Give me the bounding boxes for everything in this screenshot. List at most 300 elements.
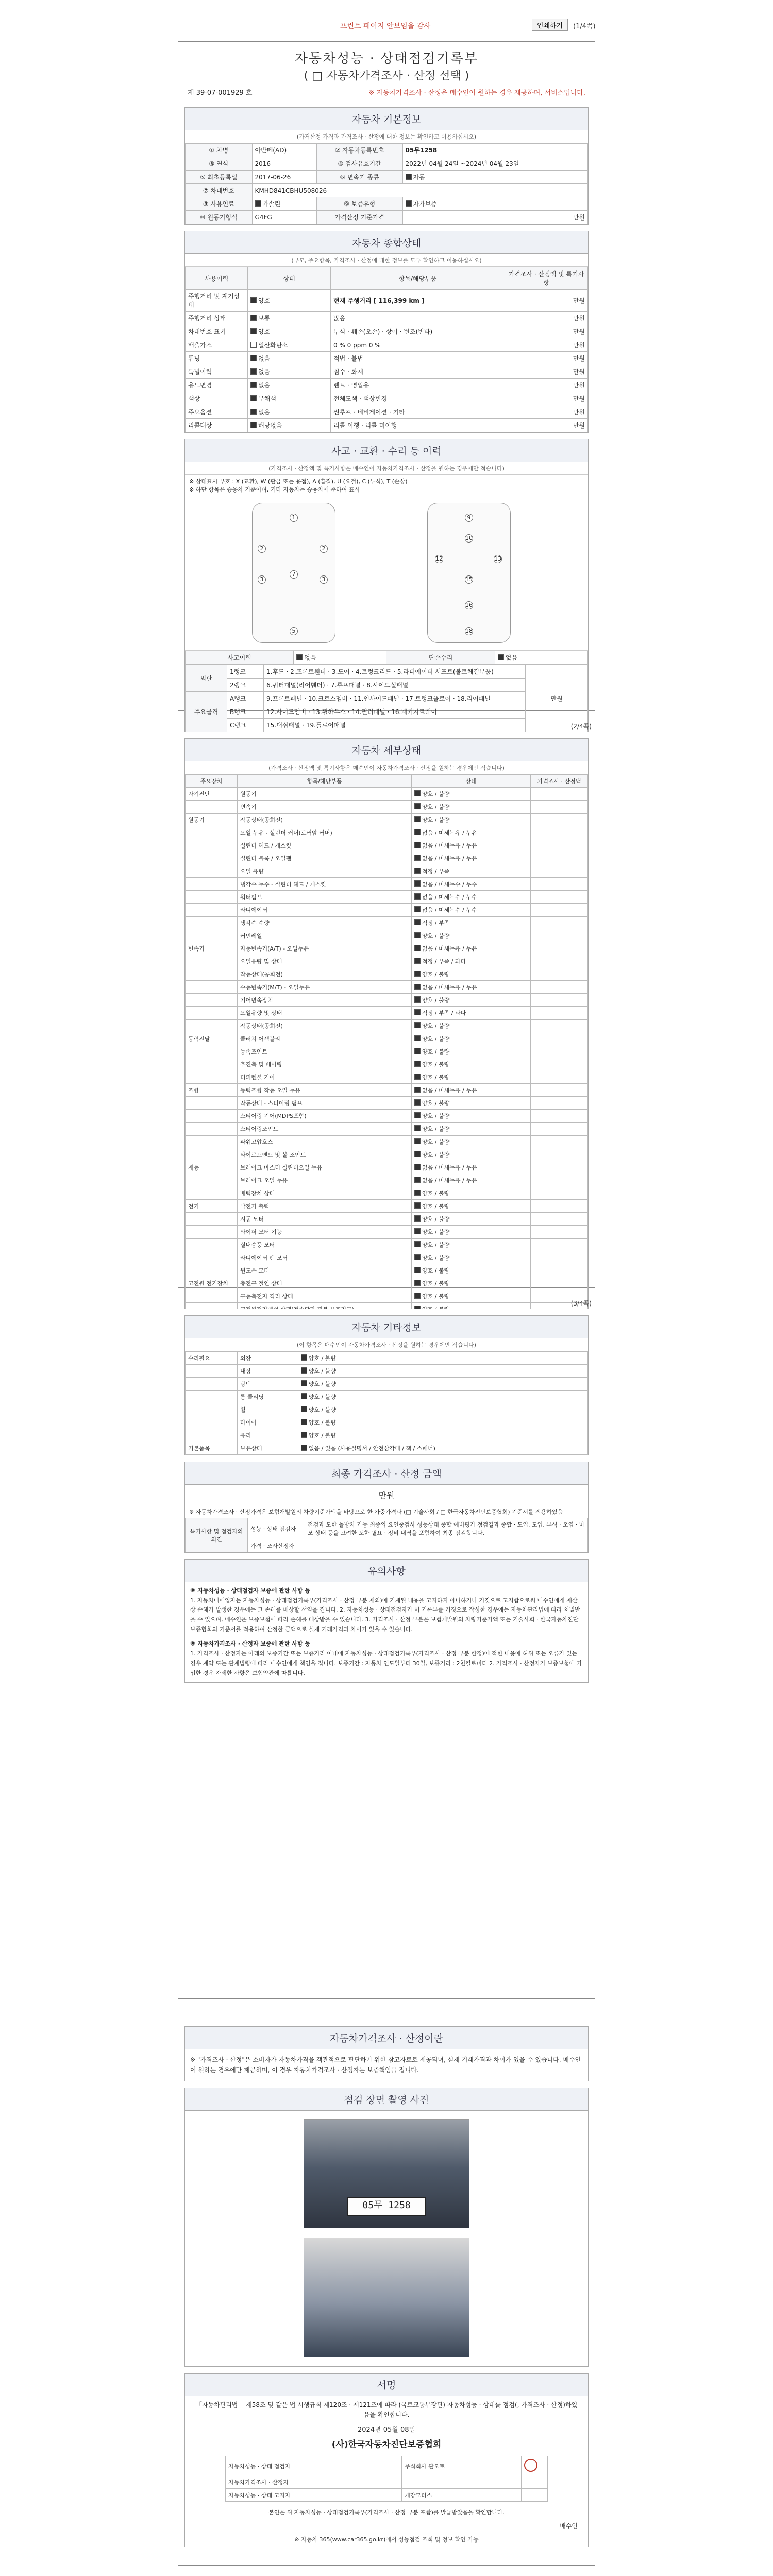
- row-detail: 부식 · 훼손(오손) · 상이 · 변조(변타): [331, 325, 505, 338]
- table-row: [186, 826, 588, 839]
- label: ⑦ 차대번호: [186, 184, 253, 197]
- row-label: 주행거리 및 계기상태: [186, 290, 248, 312]
- photo-title: 점검 장면 촬영 사진: [185, 2088, 588, 2111]
- table-row: [186, 338, 588, 352]
- simple-repair-label: 단순수리: [386, 651, 495, 665]
- checkbox-icon: [250, 315, 257, 321]
- checkbox-icon: [414, 1267, 421, 1273]
- checkbox-icon: [414, 1293, 421, 1299]
- row-item: 작동상태(공회전): [238, 968, 412, 981]
- column-header: 상태: [412, 775, 531, 788]
- row-item: 휠: [238, 1403, 298, 1416]
- row-status: 없음 / 미세누유 / 누유: [422, 1087, 477, 1094]
- footer-note: ※ 자동차 365(www.car365.go.kr)에서 성능점검 조회 및 정보 확인 가능: [294, 2536, 479, 2544]
- accident-value: 없음: [304, 654, 316, 662]
- license-plate: 05무 1258: [347, 2197, 426, 2216]
- row-item: 배력장치 상태: [238, 1187, 412, 1200]
- row-status: 없음: [258, 368, 271, 376]
- checkbox-icon: [414, 816, 421, 822]
- row-group: 변속기: [186, 942, 238, 955]
- role-label: 자동차가격조사 · 산정자: [226, 2476, 402, 2489]
- row-group: [186, 826, 238, 839]
- table-row: [186, 1058, 588, 1071]
- row-group: [186, 1007, 238, 1020]
- table-row: [186, 1084, 588, 1097]
- simple-repair-value: 없음: [505, 654, 517, 662]
- role-name: [402, 2476, 522, 2489]
- row-detail: 전체도색 · 색상변경: [331, 392, 505, 405]
- row-item: 오일유량 및 상태: [238, 1007, 412, 1020]
- label: ② 자동차등록번호: [316, 144, 402, 157]
- checkbox-icon: [414, 790, 421, 796]
- checkbox-icon: [414, 880, 421, 887]
- table-row: [186, 865, 588, 878]
- row-price: 만원: [505, 392, 588, 405]
- overall-state-title: 자동차 종합상태: [185, 231, 588, 254]
- row-group: 원동기: [186, 814, 238, 826]
- row-item: 작동상태(공회전): [238, 814, 412, 826]
- checkbox-icon: [414, 1254, 421, 1260]
- document-title: 자동차성능 · 상태점검기록부: [294, 51, 479, 66]
- label: ⑧ 사용연료: [186, 197, 253, 211]
- rank-items: 15.대쉬패널 · 19.플로어패널: [264, 719, 526, 732]
- table-row: [186, 1277, 588, 1290]
- table-row: [186, 1391, 588, 1403]
- row-item: 냉각수 수량: [238, 917, 412, 929]
- print-button[interactable]: 인쇄하기: [532, 19, 568, 31]
- row-status: 양호 / 불량: [308, 1381, 336, 1387]
- table-row: [186, 1045, 588, 1058]
- car-outer-diagram: 1 2 2 3 3 7 5: [252, 503, 335, 643]
- rank: A랭크: [227, 692, 264, 705]
- checkbox-icon: [414, 996, 421, 1003]
- final-price-unit: 만원: [378, 1490, 395, 1500]
- row-item: 광택: [238, 1378, 298, 1391]
- row-status: 양호 / 불량: [422, 1126, 450, 1132]
- notice-body-1: 1. 자동차매매업자는 자동차성능 · 상태점검기록부(가격조사 · 산정 부분 제외)에 기재된 내용을 고지하지 아니하거나 거짓으로 고지함으로써 매수인에게 재산상 손해가 발생한 경우에는 그 손해를 배상할 책임을 집니다. 2. 자동차성능 · 상태점검자가 이 기록부를 거짓으로 작성한 경우에는 자동차관리법에 따라 처벌받을 수 있으며, 매수인은 보증보험에 따라 손해를 배상받을 수 있습니다. 3. 가격조사 · 산정 부분은 보험개발원의 차량기준가액 또는 기술사회 · 한국자동차진단보증협회의 기준서를 적용하여 산정한 금액으로 실제 거래가격과 차이가 있을 수 있습니다.: [190, 1597, 580, 1633]
- checkbox-icon: [414, 1099, 421, 1106]
- table-row: [186, 365, 588, 379]
- other-info-section: [184, 1315, 589, 1455]
- print-notice: 프린트 페이지 안보임을 감사: [340, 22, 431, 30]
- page-3: [178, 1300, 595, 1999]
- row-item: 내장: [238, 1365, 298, 1378]
- row-status: 양호 / 불량: [422, 1203, 450, 1210]
- row-item: 라디에이터 팬 모터: [238, 1251, 412, 1264]
- row-status: 없음: [258, 409, 271, 416]
- table-row: [186, 801, 588, 814]
- row-group: [186, 994, 238, 1007]
- struct-label: 주요골격: [186, 692, 227, 732]
- rank: 1랭크: [227, 665, 264, 679]
- overall-state-section: [184, 231, 589, 433]
- checkbox-icon: [414, 1164, 421, 1170]
- opinion-text: 점검과 도한 돌방차 가능 최종의 요인중검사 성능상태 종합 예비평가 점검결과 종합 · 도입, 도입, 부식 · 오염 · 마모 상태 등을 고려한 도한 필요 · 정비 내역을 포함하여 최종 점검합니다.: [305, 1518, 588, 1539]
- row-group: [186, 1071, 238, 1084]
- receiver-label: 매수인: [560, 2522, 578, 2530]
- row-status: 양호 / 불량: [308, 1419, 336, 1426]
- label: ⑥ 변속기 종류: [316, 171, 402, 184]
- row-group: [186, 852, 238, 865]
- row-status: 없음 / 미세누유 / 누유: [422, 829, 477, 836]
- column-header: 가격조사 · 산정액 및 특기사항: [505, 267, 588, 290]
- table-row: [186, 405, 588, 419]
- row-item: 원동기: [238, 788, 412, 801]
- row-status: 양호 / 불량: [422, 1061, 450, 1068]
- row-status: 양호: [258, 297, 271, 304]
- document-header: [178, 42, 595, 101]
- row-group: [186, 1020, 238, 1032]
- final-price-title: 최종 가격조사 · 산정 금액: [185, 1462, 588, 1485]
- row-item: 냉각수 누수 - 실린더 헤드 / 개스킷: [238, 878, 412, 891]
- row-group: 고전원 전기장치: [186, 1277, 238, 1290]
- role-name: 주식회사 관오토: [402, 2456, 522, 2476]
- row-status: 적정 / 부족 / 과다: [422, 1010, 466, 1016]
- table-row: [186, 1403, 588, 1416]
- rank: 2랭크: [227, 679, 264, 692]
- accident-legend: ※ 상태표시 부호 : X (교환), W (판금 또는 용접), A (흠집), U (요철), C (부식), T (손상): [189, 478, 408, 485]
- checkbox-icon: [414, 1035, 421, 1041]
- checkbox-icon: [414, 919, 421, 925]
- checkbox-icon: [414, 1009, 421, 1015]
- checkbox-icon: [414, 1112, 421, 1118]
- explanation-section: [184, 2026, 589, 2081]
- row-group: [186, 1187, 238, 1200]
- row-item: 등속조인트: [238, 1045, 412, 1058]
- checkbox-icon: [414, 1022, 421, 1028]
- opinion-price-role: 가격 · 조사산정자: [248, 1539, 305, 1552]
- checkbox-icon: [414, 984, 421, 990]
- column-header: 항목/해당부품: [331, 267, 505, 290]
- row-status: 적정 / 부족: [422, 920, 450, 926]
- row-group: [186, 1290, 238, 1303]
- table-row: [186, 1020, 588, 1032]
- table-row: [186, 1442, 588, 1455]
- row-price: 만원: [505, 379, 588, 392]
- overall-state-note: (부모, 주요항목, 가격조사 · 산정에 대한 정보를 모두 확인하고 이용하십시오): [185, 254, 588, 267]
- row-status: 적정 / 부족 / 과다: [422, 958, 466, 965]
- page-indicator: (1/4쪽): [573, 23, 596, 30]
- row-status: 양호 / 불량: [422, 1151, 450, 1158]
- row-item: 윈도우 모터: [238, 1264, 412, 1277]
- table-row: [186, 1251, 588, 1264]
- table-row: [186, 419, 588, 432]
- checkbox-icon: [250, 409, 257, 415]
- row-item: 브레이크 오일 누유: [238, 1174, 412, 1187]
- rank: B랭크: [227, 705, 264, 719]
- other-info-title: 자동차 기타정보: [185, 1316, 588, 1338]
- table-row: [186, 1187, 588, 1200]
- row-item: 시동 모터: [238, 1213, 412, 1226]
- photo-section: [184, 2088, 589, 2367]
- checkbox-icon: [414, 906, 421, 912]
- table-row: [186, 1226, 588, 1239]
- row-item: 구동축전지 격리 상태: [238, 1290, 412, 1303]
- row-group: 제동: [186, 1161, 238, 1174]
- row-item: 발전기 출력: [238, 1200, 412, 1213]
- row-group: [186, 929, 238, 942]
- row-group: 수리필요: [186, 1352, 238, 1365]
- table-row: [186, 1378, 588, 1391]
- role-label: 자동차성능 · 상태 고지자: [226, 2489, 402, 2502]
- row-detail: 현재 주행거리 [ 116,399 km ]: [331, 290, 505, 312]
- role-name: 개강모터스: [402, 2489, 522, 2502]
- rank-items: 12.사이드멤버 · 13.휠하우스 · 14.필러패널 · 16.패키지트레이: [264, 705, 526, 719]
- row-status: 없음 / 있음 (사용설명서 / 안전삼각대 / 잭 / 스패너): [308, 1445, 435, 1452]
- row-group: 전기: [186, 1200, 238, 1213]
- row-item: 유리: [238, 1429, 298, 1442]
- seal-icon: [524, 2459, 537, 2472]
- table-row: [186, 1239, 588, 1251]
- explanation-title: 자동차가격조사 · 산정이란: [185, 2027, 588, 2049]
- checkbox-icon: [250, 328, 257, 334]
- row-status: 양호 / 불량: [422, 1100, 450, 1107]
- row-group: [186, 801, 238, 814]
- row-item: 스티어링 기어(MDPS포함): [238, 1110, 412, 1123]
- opinion-label: 특기사항 및 점검자의 의견: [186, 1518, 248, 1552]
- opinion-table: [185, 1518, 588, 1552]
- row-status: 없음 / 미세누유 / 누유: [422, 855, 477, 862]
- table-row: [186, 1071, 588, 1084]
- table-row: [226, 2476, 548, 2489]
- row-status: 양호 / 불량: [308, 1368, 336, 1375]
- signature-section: [184, 2373, 589, 2547]
- basic-info-note: (가격산정 가격과 가격조사 · 산정에 대한 정보는 확인하고 이용하십시오): [185, 130, 588, 143]
- table-row: [226, 2489, 548, 2502]
- checkbox-icon: [301, 1393, 307, 1399]
- row-status: 무채색: [258, 395, 276, 402]
- row-label: 차대번호 표기: [186, 325, 248, 338]
- row-group: [186, 1226, 238, 1239]
- table-row: [186, 917, 588, 929]
- row-group: [186, 1391, 238, 1403]
- page-number: (3/4쪽): [570, 1300, 592, 1307]
- table-row: [226, 2456, 548, 2476]
- row-group: [186, 839, 238, 852]
- row-item: 룸 클리닝: [238, 1391, 298, 1403]
- row-group: [186, 1403, 238, 1416]
- checkbox-icon: [250, 297, 257, 303]
- other-info-table: [185, 1351, 588, 1455]
- table-row: [186, 1032, 588, 1045]
- checkbox-icon: [414, 1151, 421, 1157]
- row-price: 만원: [505, 405, 588, 419]
- row-group: 기본품목: [186, 1442, 238, 1455]
- row-status: 양호 / 불량: [308, 1355, 336, 1362]
- checkbox-icon: [414, 1125, 421, 1131]
- row-price: 만원: [505, 338, 588, 352]
- row-group: [186, 1045, 238, 1058]
- row-item: 작동상태 - 스티어링 펌프: [238, 1097, 412, 1110]
- table-row: [186, 878, 588, 891]
- table-row: [186, 1161, 588, 1174]
- row-status: 양호: [258, 328, 271, 335]
- table-row: [186, 814, 588, 826]
- checkbox-icon: [414, 803, 421, 809]
- row-status: 양호 / 불량: [422, 1255, 450, 1261]
- table-row: [186, 665, 588, 679]
- checkbox-icon: [301, 1445, 307, 1451]
- signature-title: 서명: [185, 2374, 588, 2396]
- checkbox-icon: [414, 1138, 421, 1144]
- row-status: 양호 / 불량: [422, 1036, 450, 1042]
- table-row: [186, 1264, 588, 1277]
- row-status: 양호 / 불량: [422, 1048, 450, 1055]
- checkbox-icon: [301, 1406, 307, 1412]
- row-item: 실린더 헤드 / 개스킷: [238, 839, 412, 852]
- row-group: 동력전달: [186, 1032, 238, 1045]
- table-row: [186, 1213, 588, 1226]
- row-status: 양호 / 불량: [422, 1293, 450, 1300]
- table-row: [186, 1429, 588, 1442]
- checkbox-icon: [414, 932, 421, 938]
- row-status: 적정 / 부족: [422, 868, 450, 875]
- checkbox-icon: [414, 1190, 421, 1196]
- row-detail: 렌트 · 영업용: [331, 379, 505, 392]
- checkbox-icon: [250, 368, 257, 375]
- table-row: [186, 891, 588, 904]
- document-warning: ※ 자동차가격조사 · 산정은 매수인이 원하는 경우 제공하며, 서비스입니다.: [368, 89, 585, 97]
- notice-heading-2: ※ 자동차가격조사 · 산정자 보증에 관한 사항 등: [190, 1640, 310, 1648]
- row-item: 충전구 절연 상태: [238, 1277, 412, 1290]
- checkbox-icon: [414, 1228, 421, 1234]
- row-group: [186, 1110, 238, 1123]
- checkbox-icon: [414, 868, 421, 874]
- table-row: [186, 312, 588, 325]
- row-status: 양호 / 불량: [422, 971, 450, 978]
- checkbox-icon: [296, 654, 303, 660]
- checkbox-icon: [414, 829, 421, 835]
- row-item: 워터펌프: [238, 891, 412, 904]
- row-status: 없음 / 미세누수 / 누수: [422, 881, 477, 888]
- row-status: 양호 / 불량: [422, 1267, 450, 1274]
- table-row: [186, 955, 588, 968]
- label: ① 차명: [186, 144, 253, 157]
- row-status: 양호 / 불량: [308, 1394, 336, 1400]
- rank-items: 9.프론트패널 · 10.크로스멤버 · 11.인사이드패널 · 17.트렁크플로어 · 18.리어패널: [264, 692, 526, 705]
- signature-table: [225, 2456, 548, 2502]
- row-group: 조향: [186, 1084, 238, 1097]
- checkbox-icon: [414, 1215, 421, 1222]
- row-group: [186, 878, 238, 891]
- row-detail: 침수 · 화재: [331, 365, 505, 379]
- row-item: 수동변속기(M/T) - 오일누유: [238, 981, 412, 994]
- row-status: 없음: [258, 382, 271, 389]
- row-status: 양호 / 불량: [422, 997, 450, 1004]
- row-label: 용도변경: [186, 379, 248, 392]
- row-status: 양호 / 불량: [422, 804, 450, 810]
- row-item: 작동상태(공회전): [238, 1020, 412, 1032]
- car-diagram: [185, 496, 588, 651]
- table-row: [186, 929, 588, 942]
- row-item: 스티어링조인트: [238, 1123, 412, 1136]
- row-status: 없음 / 미세누유 / 누유: [422, 842, 477, 849]
- row-status: 양호 / 불량: [308, 1406, 336, 1413]
- label: ⑩ 원동기형식: [186, 211, 253, 224]
- row-item: 브레이크 마스터 실린더오일 누유: [238, 1161, 412, 1174]
- rank-items: 6.쿼터패널(리어휀더) · 7.루프패널 · 8.사이드실패널: [264, 679, 526, 692]
- explanation-text: ※ "가격조사 · 산정"은 소비자가 자동차가격을 객관적으로 판단하기 위한 참고자료로 제공되며, 실제 거래가격과 차이가 있을 수 있습니다. 매수인이 원하는 경우에만 제공하며, 이 경우 자동차가격조사 · 산정자는 보증책임을 집니다.: [190, 2056, 581, 2074]
- checkbox-icon: [301, 1380, 307, 1386]
- overall-state-table: [185, 267, 588, 432]
- accident-title: 사고 · 교환 · 수리 등 이력: [185, 439, 588, 462]
- table-row: [186, 1136, 588, 1148]
- row-group: [186, 1174, 238, 1187]
- detail-section: [184, 738, 589, 1329]
- column-header: 항목/해당부품: [238, 775, 412, 788]
- table-row: [186, 290, 588, 312]
- table-row: [186, 1365, 588, 1378]
- row-label: 배출가스: [186, 338, 248, 352]
- final-price-section: [184, 1462, 589, 1553]
- table-row: [186, 968, 588, 981]
- checkbox-icon: [250, 382, 257, 388]
- column-header: 주요장치: [186, 775, 238, 788]
- row-group: [186, 1416, 238, 1429]
- first-registration: 2017-06-26: [252, 171, 316, 184]
- role-label: 자동차성능 · 상태 점검자: [226, 2456, 402, 2476]
- document-number: 제 39-07-001929 호: [188, 89, 253, 97]
- checkbox-icon: [414, 893, 421, 900]
- table-row: [186, 788, 588, 801]
- row-status: 보통: [258, 315, 271, 322]
- row-price: 만원: [505, 325, 588, 338]
- table-row: [186, 1007, 588, 1020]
- checkbox-icon: [414, 1280, 421, 1286]
- accident-note: (가격조사 · 산정액 및 특기사항은 매수인이 자동차가격조사 · 산정을 원하는 경우에만 적습니다): [185, 462, 588, 475]
- row-item: 추진축 및 베어링: [238, 1058, 412, 1071]
- row-label: 색상: [186, 392, 248, 405]
- row-detail: 많음: [331, 312, 505, 325]
- notice-title: 유의사항: [185, 1560, 588, 1582]
- page-number: (2/4쪽): [570, 723, 592, 730]
- row-status: 양호 / 불량: [422, 1139, 450, 1145]
- row-status: 없음 / 미세누수 / 누수: [422, 894, 477, 901]
- column-header: 사용이력: [186, 267, 248, 290]
- row-label: 주행거리 상태: [186, 312, 248, 325]
- label: ④ 검사유효기간: [316, 157, 402, 171]
- row-item: 실린더 블록 / 오일팬: [238, 852, 412, 865]
- receipt-note: 본인은 위 자동차성능 · 상태점검기록부(가격조사 · 산정 부분 포함)를 발급받았음을 확인합니다.: [268, 2509, 505, 2516]
- row-status: 해당없음: [258, 422, 282, 429]
- table-row: [186, 1110, 588, 1123]
- row-group: [186, 1429, 238, 1442]
- reg-number: 05무1258: [402, 144, 588, 157]
- checkbox-icon: [250, 355, 257, 361]
- warranty: 자가보증: [413, 200, 437, 208]
- row-status: 양호 / 불량: [422, 1113, 450, 1120]
- inspection-photo-lift: [304, 2238, 469, 2357]
- base-price: 만원: [402, 211, 588, 224]
- row-price: 만원: [505, 312, 588, 325]
- column-header: 가격조사 · 산정액: [531, 775, 588, 788]
- row-status: 없음 / 미세누유 / 누유: [422, 1177, 477, 1184]
- row-price: 만원: [505, 419, 588, 432]
- row-group: [186, 1136, 238, 1148]
- row-status: 없음 / 미세누유 / 누유: [422, 984, 477, 991]
- row-label: 특별이력: [186, 365, 248, 379]
- accident-label: 사고이력: [186, 651, 294, 665]
- fuel: 가솔린: [262, 200, 281, 208]
- checkbox-icon: [301, 1419, 307, 1425]
- row-item: 오일유량 및 상태: [238, 955, 412, 968]
- table-row: [186, 1174, 588, 1187]
- row-item: 파워고압호스: [238, 1136, 412, 1148]
- damage-price: 만원: [526, 665, 588, 732]
- row-item: 타이로드엔드 및 볼 조인트: [238, 1148, 412, 1161]
- row-item: 오일 유량: [238, 865, 412, 878]
- outer-label: 외판: [186, 665, 227, 692]
